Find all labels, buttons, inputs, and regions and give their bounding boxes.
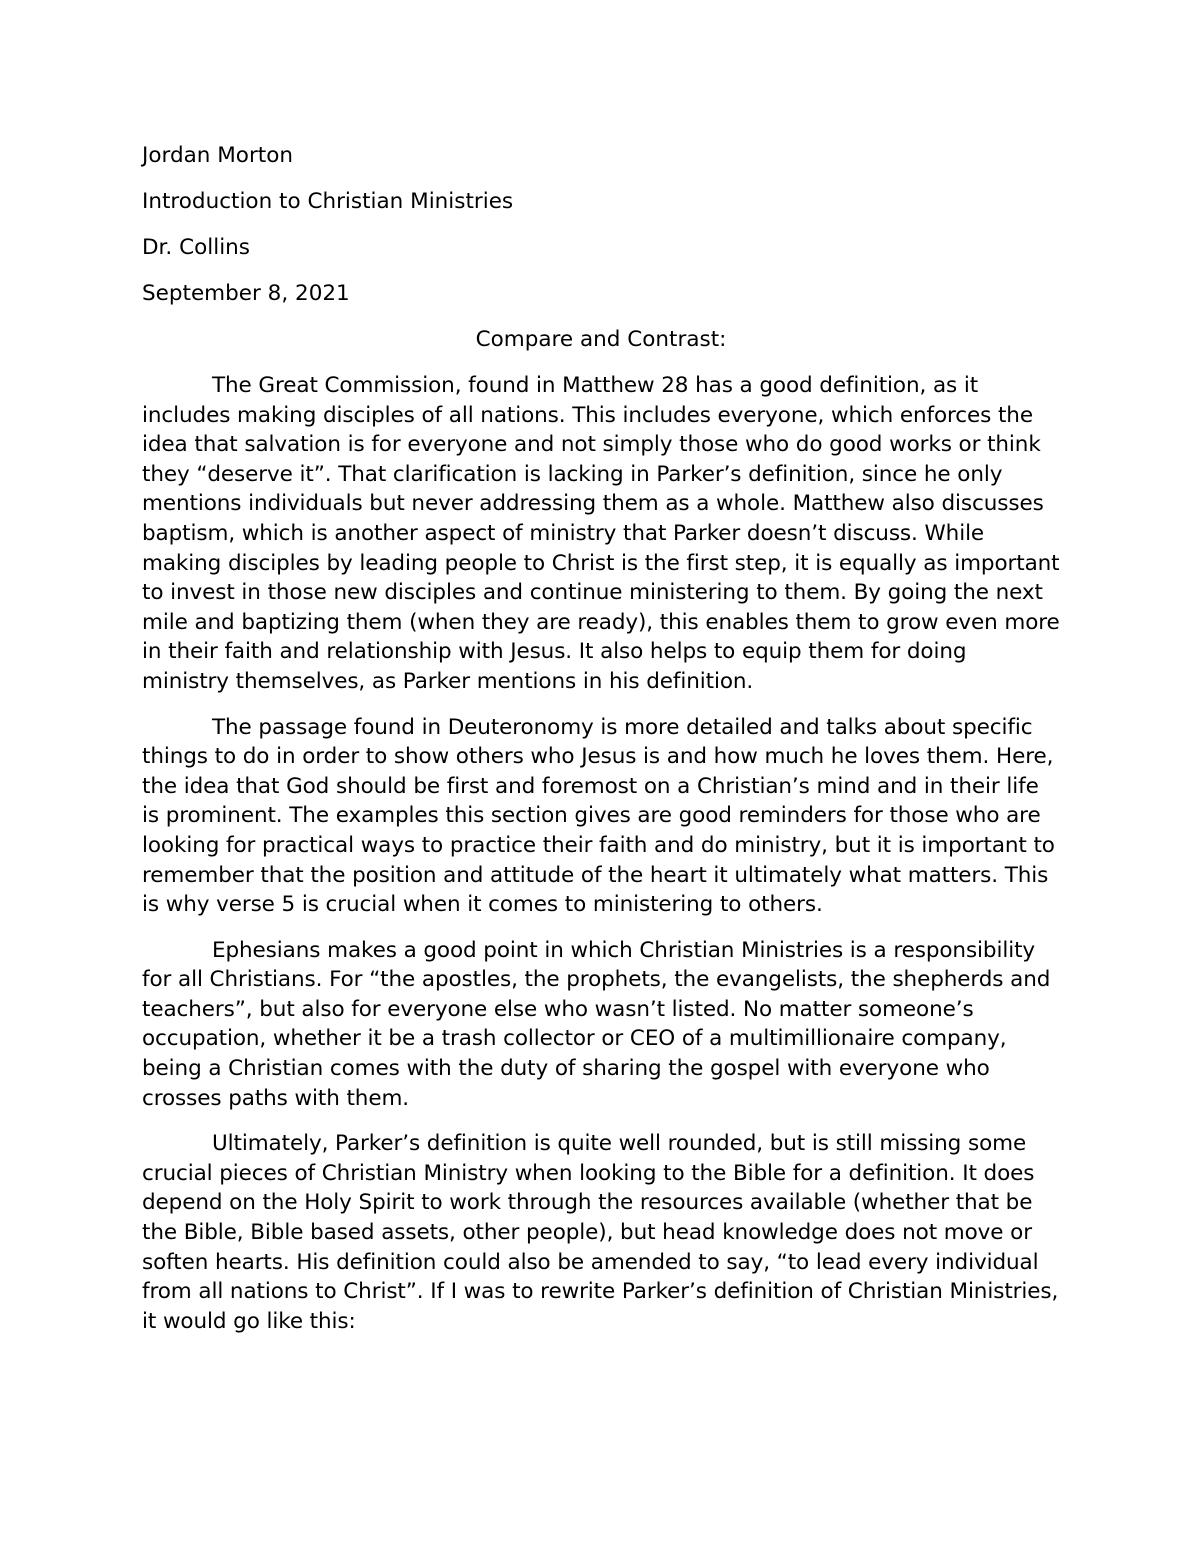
document-title: Compare and Contrast: bbox=[475, 327, 727, 352]
course-name: Introduction to Christian Ministries bbox=[142, 189, 514, 214]
document-body bbox=[142, 141, 1060, 1352]
paragraph-matthew: The Great Commission, found in Matthew 28 has a good definition, as it includes making disciples of all nations. This includes everyone, which enforces the idea that salvation is for everyone and not simply those who do good works or think they “deserve it”. That clarification is lacking in Parker’s definition, since he only mentions individuals but never addressing them as a whole. Matthew also discusses baptism, which is another aspect of ministry that Parker doesn’t discuss. While making disciples by leading people to Christ is the first step, it is equally as important to invest in those new disciples and continue ministering to them. By going the next mile and baptizing them (when they are ready), this enables them to grow even more in their faith and relationship with Jesus. It also helps to equip them for doing ministry themselves, as Parker mentions in his definition. bbox=[142, 373, 1060, 694]
document-date: September 8, 2021 bbox=[142, 281, 350, 306]
paragraph-ephesians: Ephesians makes a good point in which Christian Ministries is a responsibility for all Christians. For “the apostles, the prophets, the evangelists, the shepherds and teachers”, but also for everyone else who wasn’t listed. No matter someone’s occupation, whether it be a trash collector or CEO of a multimillionaire company, being a Christian comes with the duty of sharing the gospel with everyone who crosses paths with them. bbox=[142, 937, 1051, 1111]
author-name: Jordan Morton bbox=[142, 143, 293, 168]
instructor-name: Dr. Collins bbox=[142, 235, 251, 260]
paragraph-deuteronomy: The passage found in Deuteronomy is more detailed and talks about specific things to do in order to show others who Jesus is and how much he loves them. Here, the idea that God should be first and foremost on a Christian’s mind and in their life is prominent. The examples this section gives are good reminders for those who are looking for practical ways to practice their faith and do ministry, but it is important to remember that the position and attitude of the heart it ultimately what matters. This is why verse 5 is crucial when it comes to ministering to others. bbox=[142, 714, 1055, 918]
paragraph-conclusion: Ultimately, Parker’s definition is quite well rounded, but is still missing some crucial pieces of Christian Ministry when looking to the Bible for a definition. It does depend on the Holy Spirit to work through the resources available (whether that be the Bible, Bible based assets, other people), but head knowledge does not move or soften hearts. His definition could also be amended to say, “to lead every individual from all nations to Christ”. If I was to rewrite Parker’s definition of Christian Ministries, it would go like this: bbox=[142, 1131, 1059, 1334]
